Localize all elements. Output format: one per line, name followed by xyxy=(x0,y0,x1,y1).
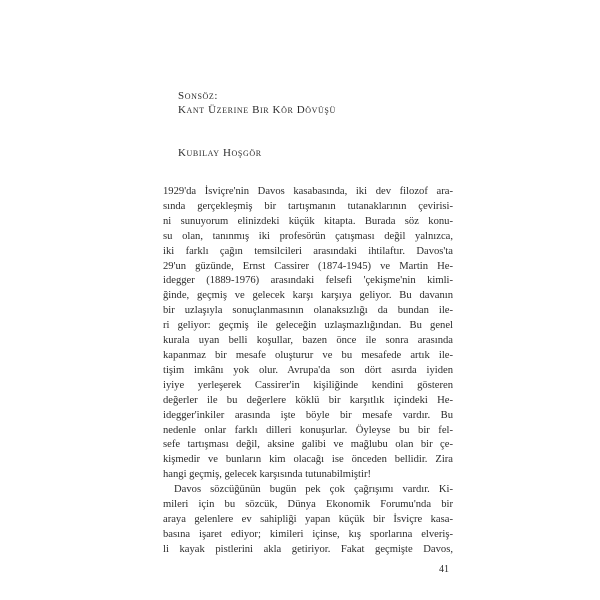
chapter-heading-line-1: Sonsöz: xyxy=(178,90,219,102)
text-line: li kayak pistlerini akla getiriyor. Fakat geçmişte Davos, xyxy=(163,543,453,555)
text-line: hangi geçmiş, gelecek karşısında tutunabilmiştir! xyxy=(163,469,371,481)
page-number: 41 xyxy=(439,564,449,575)
text-line: mileri için bu sözcük, Dünya Ekonomik Forumu'nda bir xyxy=(163,499,453,511)
author-name: Kubilay Hoşgör xyxy=(178,147,262,159)
text-line: 29'un güzünde, Ernst Cassirer (1874-1945) ve Martin He- xyxy=(163,260,453,272)
text-line: Davos sözcüğünün bugün pek çok çağrışımı vardır. Ki- xyxy=(174,484,453,496)
body-text xyxy=(163,185,453,558)
text-line: araya gelenlere ev sahipliği yapan küçük bir İsviçre kasa- xyxy=(163,513,453,525)
text-line: su olan, tanınmış iki profesörün çatışması değil yalnızca, xyxy=(163,230,453,242)
text-line: basına işaret ediyor; kimileri içinse, kış sporlarına elveriş- xyxy=(163,528,453,540)
text-line: nedenle onlar farklı dilleri konuşurlar. Öyleyse bu bir fel- xyxy=(163,424,453,436)
text-line: değerler ile bu değerlere köklü bir karşıtlık içindeki He- xyxy=(163,394,453,406)
paragraph xyxy=(163,185,453,483)
text-line: kişmedir ve bunların kim olacağı ise önceden bellidir. Zira xyxy=(163,454,453,466)
paragraph xyxy=(163,483,453,558)
text-line: iyiye yerleşerek Cassirer'in kişiliğinde kendini gösteren xyxy=(163,379,453,391)
text-line: tişim imkânı yok olur. Avrupa'da son dört asırda iyiden xyxy=(163,364,453,376)
text-line: iki farklı çağın temsilcileri arasındaki ihtilaftır. Davos'ta xyxy=(163,245,453,257)
text-line: ri geliyor: geçmiş ile geleceğin uzlaşmazlığından. Bu genel xyxy=(163,320,453,332)
text-line: ğinde, geçmiş ve gelecek karşı karşıya geliyor. Bu davanın xyxy=(163,290,453,302)
text-line: sefe tartışması değil, aksine galibi ve mağlubu olan bir çe- xyxy=(163,439,453,451)
chapter-title: Kant Üzerine Bir Kör Dövüşü xyxy=(178,104,336,116)
text-line: sında gerçekleşmiş bir tartışmanın tutanaklarının çevirisi- xyxy=(163,200,453,212)
text-line: idegger'inkiler arasında işte böyle bir mesafe vardır. Bu xyxy=(163,409,453,421)
text-line: kapanmaz bir mesafe oluşturur ve bu mesafede artık ile- xyxy=(163,349,453,361)
text-line: ni sunuyorum elinizdeki küçük kitapta. Burada söz konu- xyxy=(163,215,453,227)
chapter-heading xyxy=(178,89,336,117)
text-line: bir uzlaşıyla sonuçlanmasının olanaksızlığı da bundan ile- xyxy=(163,305,453,317)
text-line: 1929'da İsviçre'nin Davos kasabasında, iki dev filozof ara- xyxy=(163,186,453,197)
text-line: kurala uyan belli koşullar, bazen önce ile sonra arasında xyxy=(163,335,453,347)
text-line: idegger (1889-1976) arasındaki felsefi 'çekişme'nin kimli- xyxy=(163,275,453,287)
